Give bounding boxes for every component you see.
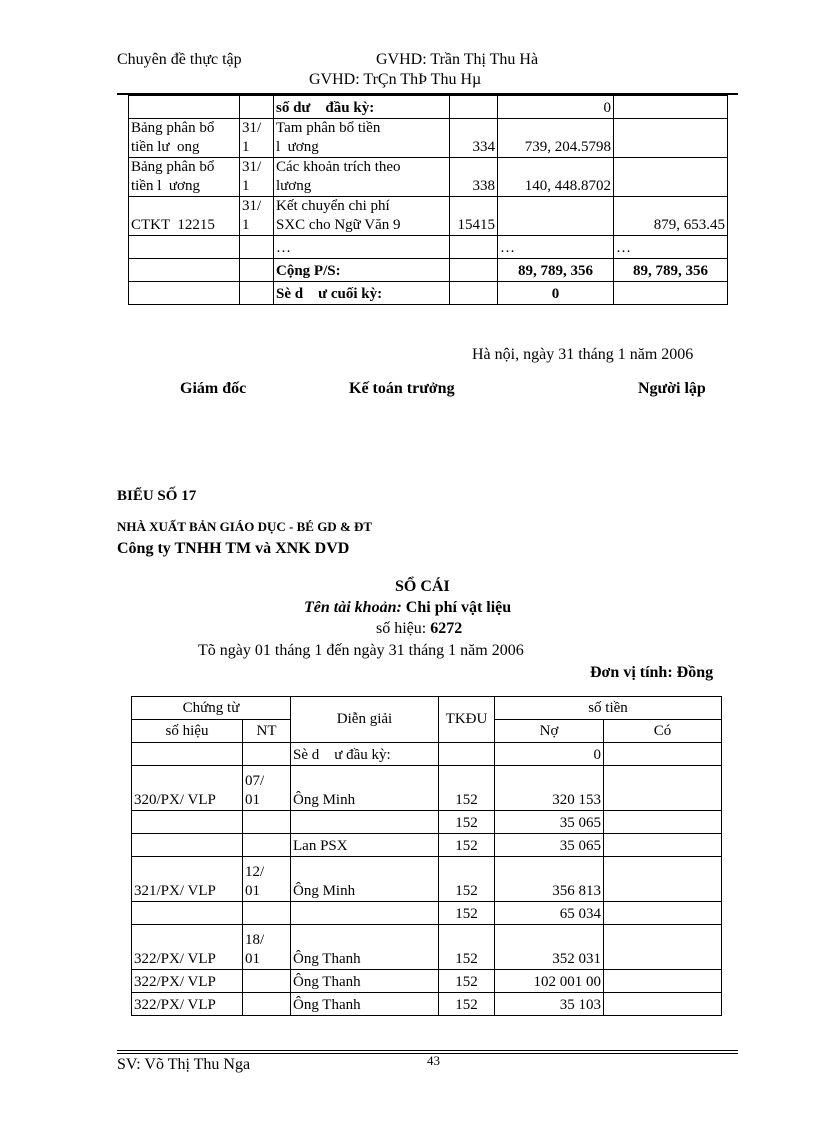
cell-debit: 35 103 <box>495 993 604 1016</box>
table-row <box>132 811 722 834</box>
table-row <box>132 857 722 902</box>
cell-credit: 879, 653.45 <box>614 197 728 236</box>
cell-debit: 739, 204.5798 <box>498 119 614 158</box>
cell-voucher-number <box>132 834 243 857</box>
cell-tkdu: 152 <box>439 857 495 902</box>
cell-voucher-date: 31/ 1 <box>240 197 274 236</box>
cell-description: Sè d ư cuối kỳ: <box>274 282 450 305</box>
table-row <box>132 834 722 857</box>
cell-tkdu: 152 <box>439 902 495 925</box>
table-row <box>132 993 722 1016</box>
cell-tkdu: 15415 <box>450 197 498 236</box>
table-row <box>129 197 728 236</box>
col-tkdu-header: TKĐU <box>439 697 495 743</box>
table-row <box>132 925 722 970</box>
cell-debit: … <box>498 236 614 259</box>
cell-debit: 320 153 <box>495 766 604 811</box>
cell-credit <box>614 282 728 305</box>
ledger-table <box>131 696 722 1016</box>
ledger-table-continued <box>128 95 728 305</box>
cell-credit <box>604 766 722 811</box>
period: Tõ ngày 01 tháng 1 đến ngày 31 tháng 1 năm 2006 <box>198 642 524 659</box>
header-left: Chuyên đề thực tập <box>117 51 242 68</box>
cell-description: Ông Minh <box>291 857 439 902</box>
table-row <box>132 766 722 811</box>
cell-voucher-number <box>129 236 240 259</box>
cell-description: số dư đầu kỳ: <box>274 96 450 119</box>
cell-credit <box>604 925 722 970</box>
cell-voucher-number: 321/PX/ VLP <box>132 857 243 902</box>
signature-preparer: Người lập <box>638 380 706 397</box>
cell-credit <box>614 96 728 119</box>
cell-description: Các khoản trích theo lương <box>274 158 450 197</box>
form-number: BIỂU SỐ 17 <box>117 488 197 504</box>
col-date-header: NT <box>243 720 291 743</box>
account-line <box>304 599 511 617</box>
cell-description: Ông Minh <box>291 766 439 811</box>
cell-voucher-number: Bảng phân bổ tiền l ương <box>129 158 240 197</box>
cell-tkdu <box>450 236 498 259</box>
cell-voucher-date: 31/ 1 <box>240 158 274 197</box>
cell-debit: 352 031 <box>495 925 604 970</box>
place-date: Hà nội, ngày 31 tháng 1 năm 2006 <box>472 346 694 363</box>
signature-director: Giám đốc <box>180 380 247 397</box>
table-row <box>129 96 728 119</box>
col-description-header: Diễn giải <box>291 697 439 743</box>
cell-description: Lan PSX <box>291 834 439 857</box>
account-number-line <box>376 620 462 638</box>
cell-tkdu: 152 <box>439 811 495 834</box>
cell-description: Cộng P/S: <box>274 259 450 282</box>
cell-voucher-date <box>243 834 291 857</box>
cell-voucher-number <box>132 902 243 925</box>
cell-credit <box>604 857 722 902</box>
cell-credit <box>604 970 722 993</box>
table-row <box>129 236 728 259</box>
cell-debit: 102 001 00 <box>495 970 604 993</box>
table-row <box>132 902 722 925</box>
cell-tkdu <box>450 282 498 305</box>
cell-tkdu <box>439 743 495 766</box>
cell-voucher-number: 322/PX/ VLP <box>132 925 243 970</box>
table-row <box>129 158 728 197</box>
cell-voucher-date <box>243 902 291 925</box>
cell-description: Sè d ư đầu kỳ: <box>291 743 439 766</box>
cell-description: Tam phân bổ tiền l ương <box>274 119 450 158</box>
cell-tkdu: 152 <box>439 993 495 1016</box>
cell-voucher-number: 320/PX/ VLP <box>132 766 243 811</box>
footer-page-number: 43 <box>427 1053 440 1068</box>
col-debit-header: Nợ <box>495 720 604 743</box>
signature-chief-accountant: Kế toán trưởng <box>349 380 455 397</box>
cell-voucher-date <box>240 236 274 259</box>
header-gvhd: GVHD: Trần Thị Thu Hà <box>376 51 539 68</box>
col-credit-header: Có <box>604 720 722 743</box>
table-row <box>129 119 728 158</box>
cell-voucher-number <box>129 282 240 305</box>
cell-description <box>291 811 439 834</box>
cell-debit: 0 <box>498 282 614 305</box>
cell-voucher-number <box>132 811 243 834</box>
cell-credit <box>604 993 722 1016</box>
cell-tkdu: 338 <box>450 158 498 197</box>
account-name: Chi phí vật liệu <box>405 599 512 616</box>
table-row <box>129 282 728 305</box>
cell-voucher-number: CTKT 12215 <box>129 197 240 236</box>
cell-debit: 89, 789, 356 <box>498 259 614 282</box>
cell-voucher-number <box>129 96 240 119</box>
cell-credit: 89, 789, 356 <box>614 259 728 282</box>
cell-debit <box>498 197 614 236</box>
ledger-title: SỔ CÁI <box>395 578 450 595</box>
cell-description: Ông Thanh <box>291 993 439 1016</box>
cell-tkdu <box>450 259 498 282</box>
footer-student: SV: Võ Thị Thu Nga <box>117 1056 251 1073</box>
cell-voucher-date <box>243 970 291 993</box>
unit: Đơn vị tính: Đồng <box>590 664 714 681</box>
cell-description <box>291 902 439 925</box>
cell-debit: 0 <box>498 96 614 119</box>
cell-credit <box>614 119 728 158</box>
cell-credit: … <box>614 236 728 259</box>
cell-voucher-number: 322/PX/ VLP <box>132 993 243 1016</box>
cell-voucher-date <box>243 811 291 834</box>
cell-tkdu: 334 <box>450 119 498 158</box>
col-number-header: số hiệu <box>132 720 243 743</box>
cell-credit <box>604 834 722 857</box>
cell-tkdu: 152 <box>439 766 495 811</box>
col-voucher-header: Chứng từ <box>132 697 291 720</box>
account-label: Tên tài khoản: <box>304 599 402 616</box>
cell-tkdu: 152 <box>439 925 495 970</box>
col-amount-header: số tiền <box>495 697 722 720</box>
cell-voucher-date <box>243 743 291 766</box>
cell-description: Kết chuyển chi phí SXC cho Ngữ Văn 9 <box>274 197 450 236</box>
account-number-label: số hiệu: <box>376 620 427 637</box>
cell-debit: 35 065 <box>495 834 604 857</box>
cell-debit: 356 813 <box>495 857 604 902</box>
cell-voucher-date <box>240 96 274 119</box>
cell-voucher-number <box>129 259 240 282</box>
cell-description: … <box>274 236 450 259</box>
cell-debit: 0 <box>495 743 604 766</box>
cell-voucher-date <box>240 282 274 305</box>
cell-credit <box>604 811 722 834</box>
cell-voucher-date <box>243 993 291 1016</box>
cell-voucher-date <box>240 259 274 282</box>
cell-credit <box>604 743 722 766</box>
cell-credit <box>604 902 722 925</box>
cell-tkdu: 152 <box>439 834 495 857</box>
footer-rule-1 <box>117 1050 738 1051</box>
cell-voucher-number: Bảng phân bổ tiền lư ong <box>129 119 240 158</box>
publisher: NHÀ XUẤT BẢN GIÁO DỤC - BÉ GD & ĐT <box>117 519 373 534</box>
cell-description: Ông Thanh <box>291 970 439 993</box>
cell-voucher-number <box>132 743 243 766</box>
company: Công ty TNHH TM và XNK DVD <box>117 540 350 557</box>
cell-voucher-date: 31/ 1 <box>240 119 274 158</box>
cell-voucher-date: 07/ 01 <box>243 766 291 811</box>
cell-tkdu: 152 <box>439 970 495 993</box>
cell-voucher-number: 322/PX/ VLP <box>132 970 243 993</box>
cell-voucher-date: 12/ 01 <box>243 857 291 902</box>
cell-debit: 140, 448.8702 <box>498 158 614 197</box>
cell-debit: 35 065 <box>495 811 604 834</box>
cell-voucher-date: 18/ 01 <box>243 925 291 970</box>
table-row <box>132 743 722 766</box>
cell-credit <box>614 158 728 197</box>
account-number: 6272 <box>430 620 463 637</box>
cell-debit: 65 034 <box>495 902 604 925</box>
cell-tkdu <box>450 96 498 119</box>
table-row <box>132 970 722 993</box>
header-gvhd-garbled: GVHD: TrÇn ThÞ Thu Hµ <box>309 71 482 88</box>
cell-description: Ông Thanh <box>291 925 439 970</box>
table-row <box>129 259 728 282</box>
